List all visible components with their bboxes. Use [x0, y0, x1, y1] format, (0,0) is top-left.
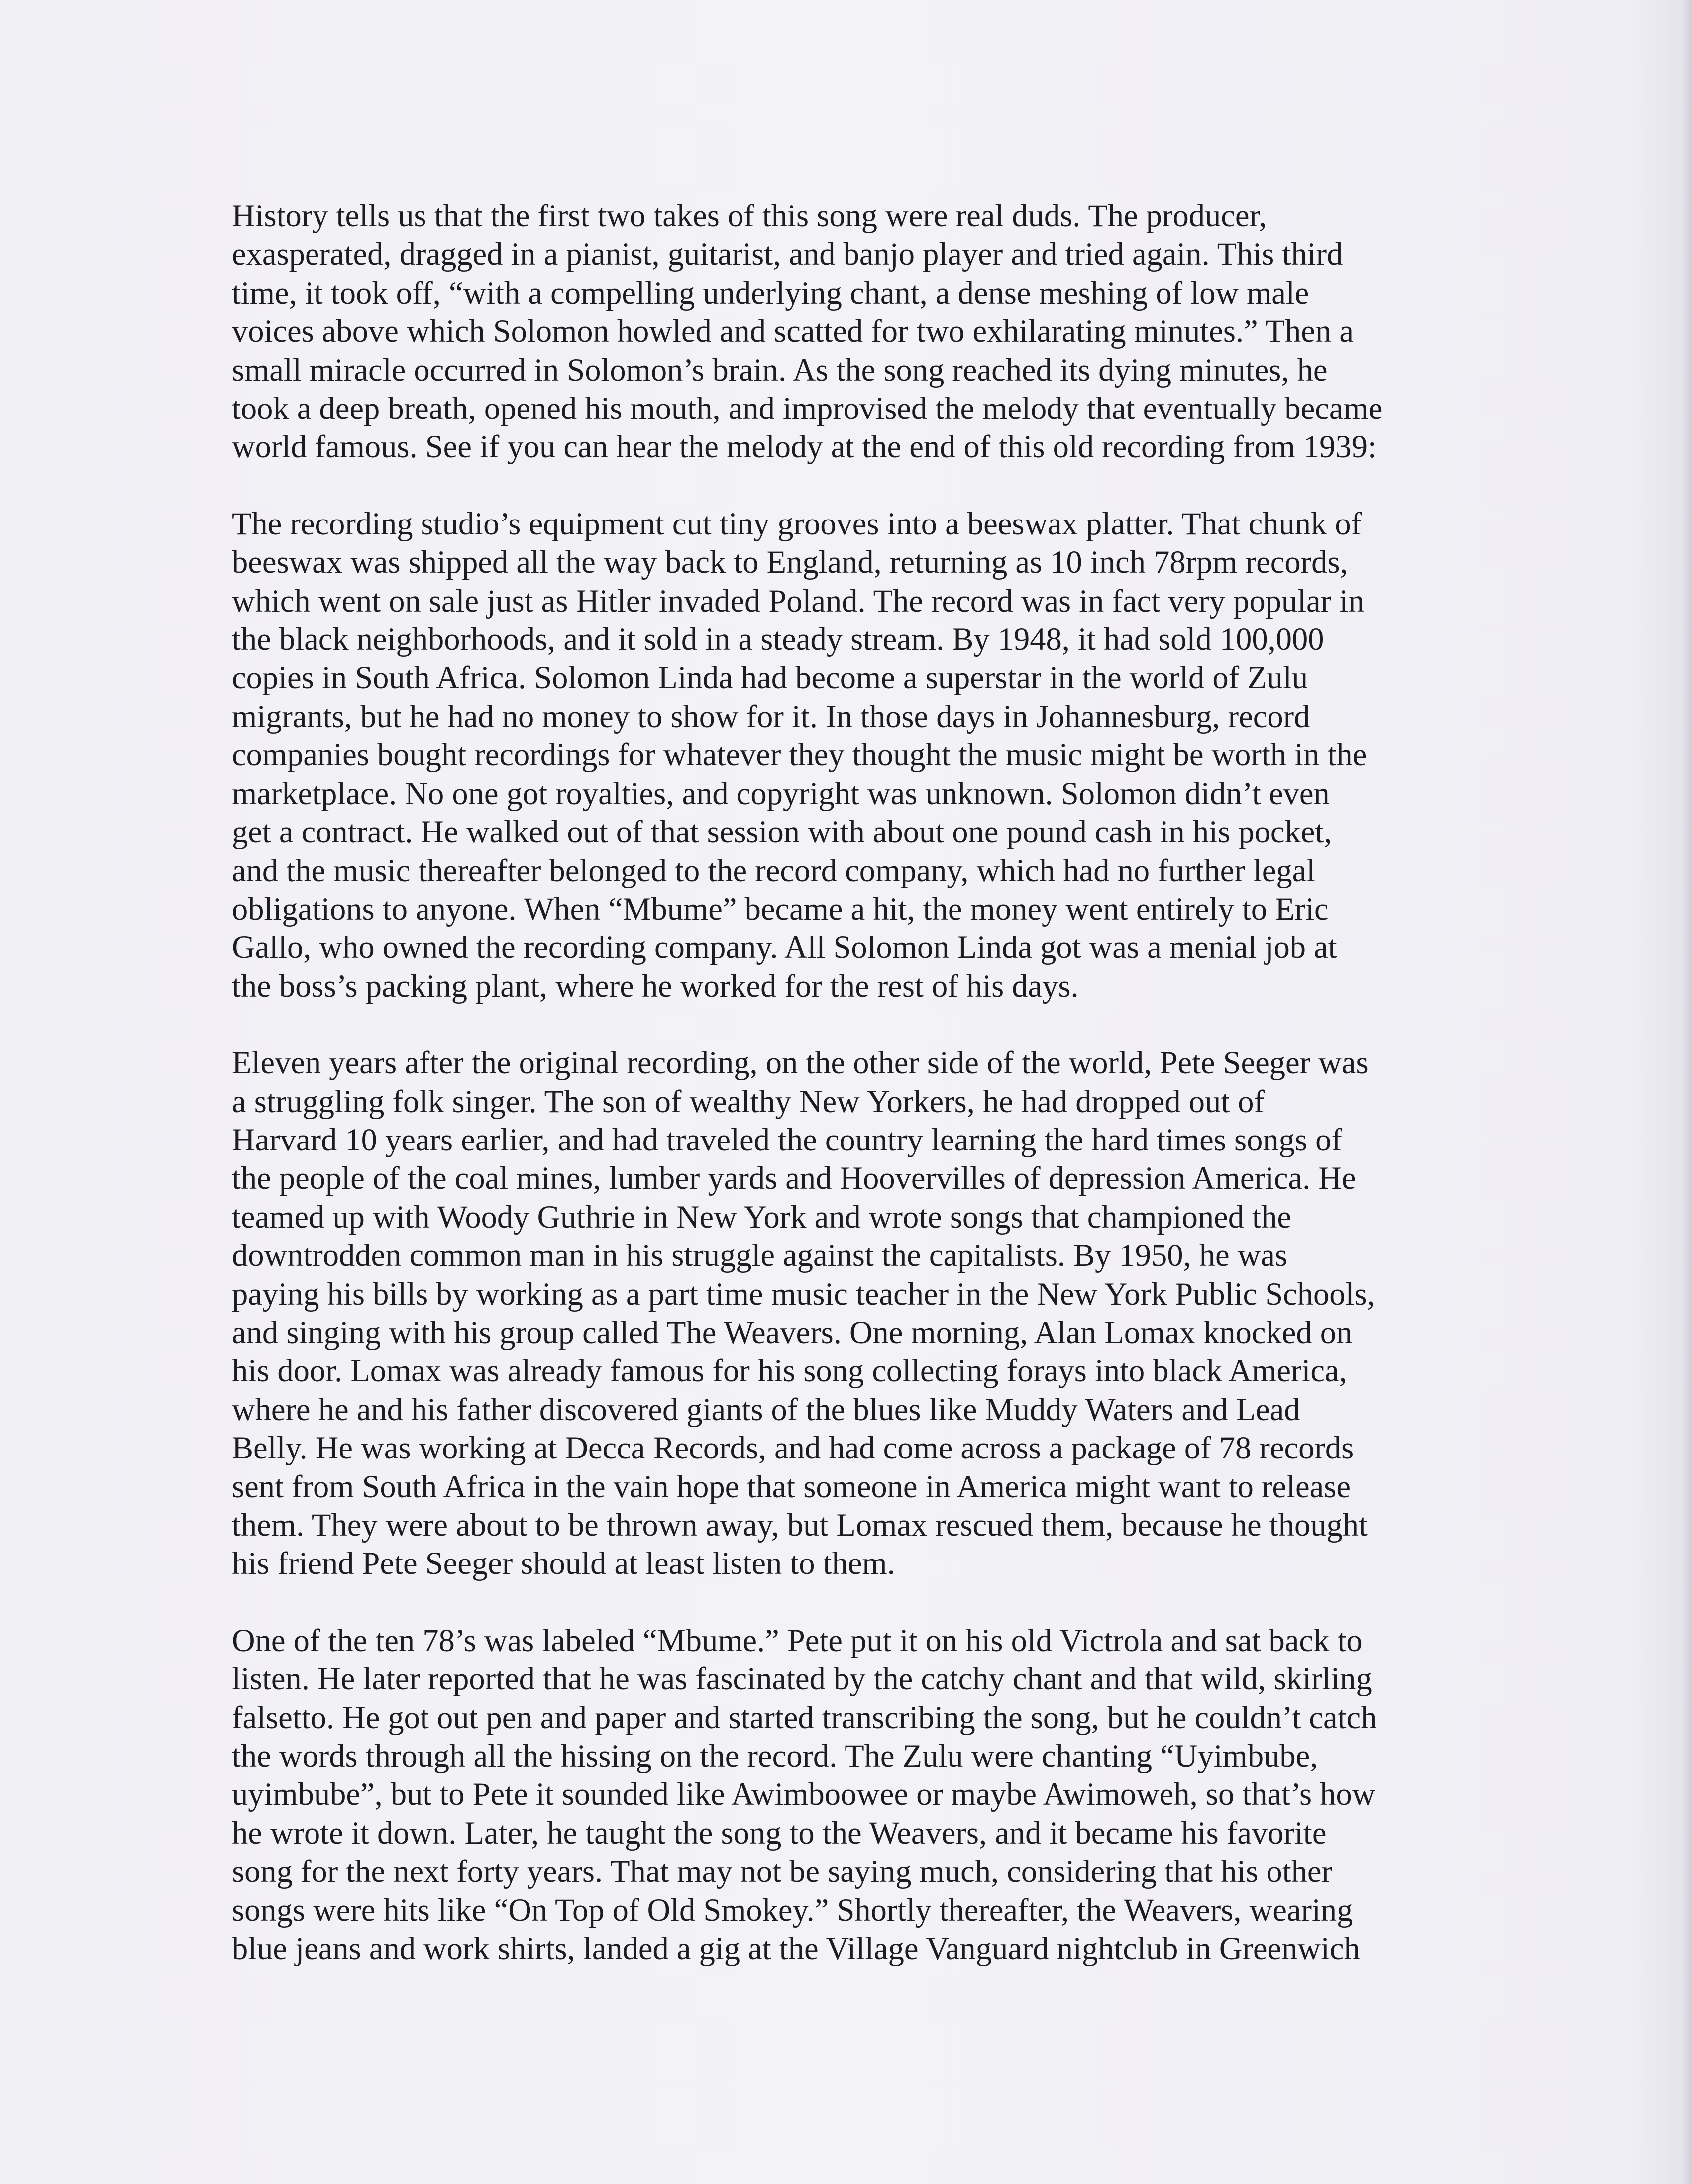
text-line: History tells us that the first two takes of this song were real duds. The producer,: [232, 198, 1267, 233]
text-line: downtrodden common man in his struggle against the capitalists. By 1950, he was: [232, 1238, 1288, 1273]
paragraph-1: [232, 197, 1436, 466]
text-line: his door. Lomax was already famous for his song collecting forays into black America,: [232, 1353, 1347, 1389]
text-line: the black neighborhoods, and it sold in a steady stream. By 1948, it had sold 100,000: [232, 622, 1324, 657]
text-line: falsetto. He got out pen and paper and started transcribing the song, but he couldn’t catch: [232, 1699, 1377, 1735]
text-line: he wrote it down. Later, he taught the song to the Weavers, and it became his favorite: [232, 1815, 1327, 1851]
page-edge-shadow: [1681, 0, 1692, 2184]
text-line: Gallo, who owned the recording company. All Solomon Linda got was a menial job at: [232, 930, 1337, 965]
text-line: companies bought recordings for whatever they thought the music might be worth in the: [232, 737, 1367, 773]
text-line: Belly. He was working at Decca Records, and had come across a package of 78 records: [232, 1430, 1354, 1466]
text-line: and the music thereafter belonged to the record company, which had no further legal: [232, 852, 1316, 888]
text-line: paying his bills by working as a part time music teacher in the New York Public Schools,: [232, 1276, 1375, 1312]
paragraph-4: [232, 1621, 1436, 1968]
text-line: where he and his father discovered giants of the blues like Muddy Waters and Lead: [232, 1391, 1300, 1427]
text-line: get a contract. He walked out of that session with about one pound cash in his pocket,: [232, 814, 1332, 850]
text-line: which went on sale just as Hitler invaded Poland. The record was in fact very popular in: [232, 583, 1365, 619]
text-line: beeswax was shipped all the way back to England, returning as 10 inch 78rpm records,: [232, 544, 1348, 580]
text-line: voices above which Solomon howled and scatted for two exhilarating minutes.” Then a: [232, 313, 1354, 349]
document-body: [232, 197, 1436, 2006]
text-line: sent from South Africa in the vain hope that someone in America might want to release: [232, 1468, 1351, 1504]
text-line: the people of the coal mines, lumber yards and Hoovervilles of depression America. He: [232, 1160, 1356, 1196]
text-line: the boss’s packing plant, where he worked for the rest of his days.: [232, 968, 1079, 1004]
text-line: Harvard 10 years earlier, and had traveled the country learning the hard times songs of: [232, 1122, 1342, 1157]
paragraph-2: [232, 505, 1436, 1005]
text-line: teamed up with Woody Guthrie in New York and wrote songs that championed the: [232, 1199, 1291, 1235]
paragraph-3: [232, 1043, 1436, 1583]
text-line: the words through all the hissing on the record. The Zulu were chanting “Uyimbube,: [232, 1738, 1318, 1774]
text-line: exasperated, dragged in a pianist, guitarist, and banjo player and tried again. This third: [232, 236, 1343, 272]
text-line: songs were hits like “On Top of Old Smokey.” Shortly thereafter, the Weavers, wearing: [232, 1892, 1353, 1928]
text-line: world famous. See if you can hear the melody at the end of this old recording from 1939:: [232, 429, 1376, 465]
text-line: small miracle occurred in Solomon’s brain. As the song reached its dying minutes, he: [232, 352, 1328, 388]
text-line: copies in South Africa. Solomon Linda had become a superstar in the world of Zulu: [232, 660, 1308, 696]
text-line: marketplace. No one got royalties, and copyright was unknown. Solomon didn’t even: [232, 775, 1330, 811]
text-line: The recording studio’s equipment cut tiny grooves into a beeswax platter. That chunk of: [232, 506, 1362, 541]
text-line: blue jeans and work shirts, landed a gig at the Village Vanguard nightclub in Greenwich: [232, 1931, 1360, 1967]
text-line: his friend Pete Seeger should at least listen to them.: [232, 1546, 895, 1581]
text-line: Eleven years after the original recording, on the other side of the world, Pete Seeger was: [232, 1045, 1369, 1081]
text-line: uyimbube”, but to Pete it sounded like Awimboowee or maybe Awimoweh, so that’s how: [232, 1776, 1375, 1812]
text-line: and singing with his group called The Weavers. One morning, Alan Lomax knocked on: [232, 1314, 1353, 1350]
text-line: obligations to anyone. When “Mbume” became a hit, the money went entirely to Eric: [232, 891, 1329, 927]
text-line: them. They were about to be thrown away, but Lomax rescued them, because he thought: [232, 1507, 1368, 1543]
text-line: a struggling folk singer. The son of wealthy New Yorkers, he had dropped out of: [232, 1083, 1265, 1119]
text-line: listen. He later reported that he was fascinated by the catchy chant and that wild, skirling: [232, 1661, 1372, 1697]
text-line: took a deep breath, opened his mouth, and improvised the melody that eventually became: [232, 391, 1383, 426]
text-line: One of the ten 78’s was labeled “Mbume.” Pete put it on his old Victrola and sat back to: [232, 1622, 1363, 1658]
text-line: time, it took off, “with a compelling underlying chant, a dense meshing of low male: [232, 275, 1309, 311]
text-line: migrants, but he had no money to show for it. In those days in Johannesburg, record: [232, 698, 1310, 734]
text-line: song for the next forty years. That may not be saying much, considering that his other: [232, 1854, 1333, 1889]
